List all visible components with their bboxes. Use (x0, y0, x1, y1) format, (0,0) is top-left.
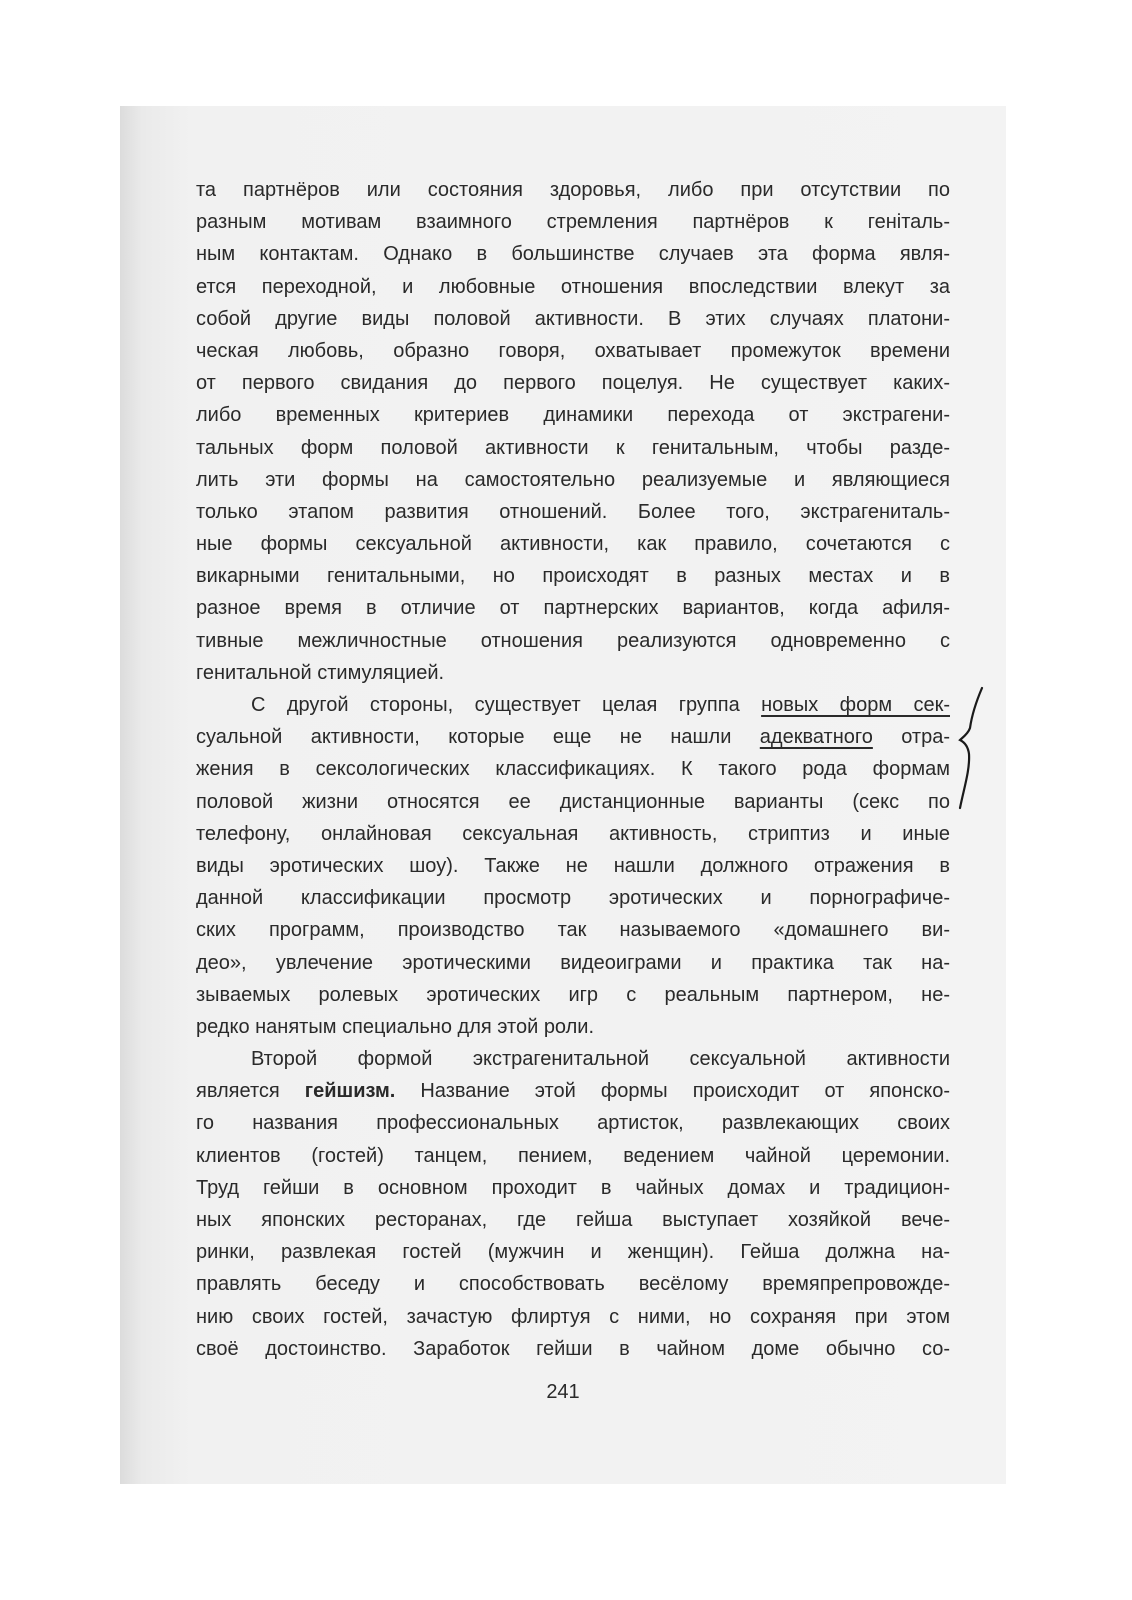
text-line: ется переходной, и любовные отношения впоследствии влекут за (196, 275, 950, 298)
text-line: своё достоинство. Заработок гейши в чайном доме обычно со- (196, 1337, 950, 1360)
text-line: виды эротических шоу). Также не нашли должного отражения в (196, 854, 950, 877)
text-line (196, 689, 950, 721)
text-line: ных японских ресторанах, где гейша выступает хозяйкой вече- (196, 1209, 950, 1231)
handwritten-bracket-mark (958, 684, 998, 814)
text-line: тальных форм половой активности к генитальным, чтобы разде- (196, 436, 950, 459)
text-fragment: является (196, 1080, 305, 1103)
text-fragment: С другой стороны, существует целая группа (251, 694, 762, 716)
text-line: део», увлечение эротическими видеоиграми и практика так на- (196, 951, 950, 974)
text-line: ческая любовь, образно говоря, охватывает промежуток времени (196, 339, 950, 362)
text-line: от первого свидания до первого поцелуя. Не существует каких- (196, 372, 950, 395)
text-line: ринки, развлекая гостей (мужчин и женщин). Гейша должна на- (196, 1241, 950, 1264)
text-line: ным контактам. Однако в большинстве случаев эта форма явля- (196, 243, 950, 266)
text-line: половой жизни относятся ее дистанционные варианты (секс по (196, 790, 950, 813)
bold-term: гейшизм. (304, 1080, 396, 1103)
text-line: редко нанятым специально для этой роли. (196, 1015, 595, 1038)
text-line: клиентов (гостей) танцем, пением, ведением чайной церемонии. (196, 1144, 950, 1167)
text-line: разным мотивам взаимного стремления партнёров к геніталь- (196, 211, 950, 234)
text-line: лить эти формы на самостоятельно реализуемые и являющиеся (196, 468, 950, 491)
text-line: разное время в отличие от партнерских вариантов, когда афиля- (196, 597, 950, 620)
text-line: нию своих гостей, зачастую флиртуя с ними, но сохраняя при этом (196, 1305, 950, 1328)
text-line: та партнёров или состояния здоровья, либо при отсутствии по (196, 179, 950, 201)
book-page (120, 106, 1006, 1484)
text-line: Второй формой экстрагенитальной сексуальной активности (251, 1048, 950, 1071)
text-line: тивные межличностные отношения реализуются одновременно с (196, 629, 950, 652)
text-fragment: отра- (872, 726, 950, 749)
text-line: генитальной стимуляцией. (196, 661, 445, 684)
page-number: 241 (546, 1381, 580, 1403)
text-line: данной классификации просмотр эротических и порнографиче- (196, 887, 950, 910)
text-line: собой другие виды половой активности. В этих случаях платони- (196, 307, 950, 330)
text-line: Труд гейши в основном проходит в чайных домах и традицион- (196, 1176, 950, 1199)
text-line: только этапом развития отношений. Более того, экстрагениталь- (196, 500, 950, 523)
text-line: ные формы сексуальной активности, как правило, сочетаются с (196, 533, 950, 556)
underlined-phrase: новых форм сек- (761, 694, 950, 716)
text-line: телефону, онлайновая сексуальная активность, стриптиз и иные (196, 822, 950, 845)
text-fragment: Название этой формы происходит от японско- (395, 1080, 950, 1103)
text-line (196, 721, 950, 753)
text-line: жения в сексологических классификациях. К такого рода формам (196, 758, 950, 781)
text-line: го названия профессиональных артисток, развлекающих своих (196, 1112, 950, 1135)
text-line: викарными генитальными, но происходят в разных местах и в (196, 565, 950, 588)
body-text (196, 174, 950, 1365)
underlined-phrase: адекватного (759, 726, 873, 749)
text-line: зываемых ролевых эротических игр с реальным партнером, не- (196, 983, 950, 1006)
text-line: либо временных критериев динамики перехода от экстрагени- (196, 404, 950, 427)
text-fragment: суальной активности, которые еще не нашли (196, 726, 760, 749)
text-line: ских программ, производство так называемого «домашнего ви- (196, 919, 950, 942)
text-line (196, 1075, 950, 1107)
text-line: правлять беседу и способствовать весёлому времяпрепровожде- (196, 1273, 950, 1296)
